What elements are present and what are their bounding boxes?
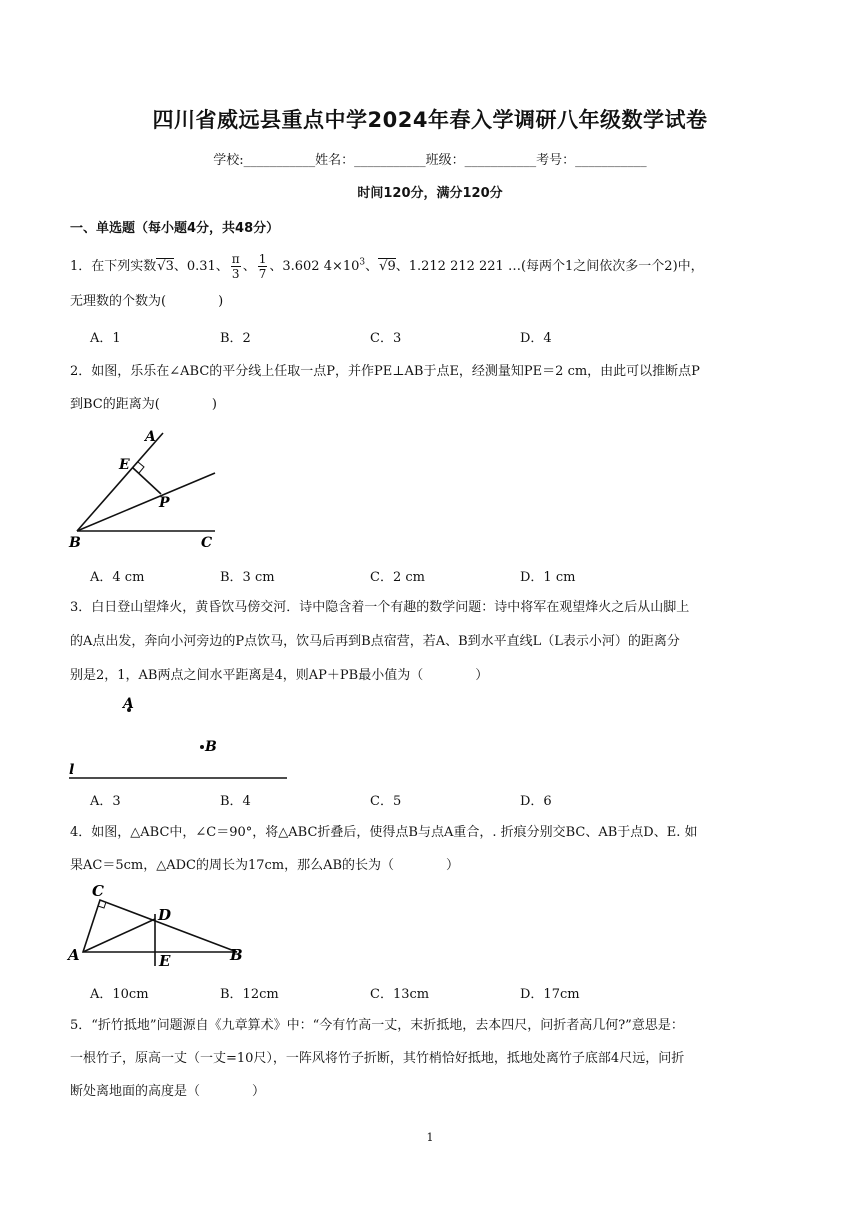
page-number: 1 (426, 1131, 434, 1144)
q5-line3: 断处离地面的高度是（ ） (70, 1084, 266, 1099)
q3-line3: 别是2，1，AB两点之间水平距离是4，则AP＋PB最小值为（ ） (70, 668, 489, 683)
q2-right-angle-mark (138, 462, 144, 473)
q2-label-e: E (119, 457, 130, 473)
q4-option-c: C．13cm (370, 987, 430, 1002)
q1-option-a: A．1 (90, 331, 121, 346)
q2-option-a: A．4 cm (90, 570, 145, 585)
q4-triangle-figure (62, 882, 252, 970)
q1-rest: 、1.212 212 221 …(每两个1之间依次多一个2)中， (395, 259, 704, 274)
q1-option-b: B．2 (220, 331, 251, 346)
page-title: 四川省威远县重点中学2024年春入学调研八年级数学试卷 (152, 108, 708, 132)
q1-sep3: 、3.602 4×10 (269, 259, 360, 274)
q3-label-l: l (69, 762, 75, 778)
q1-line2: 无理数的个数为( ) (70, 294, 224, 309)
student-info-line: 学校:___________姓名：___________班级：___________考号：___________ (213, 153, 647, 168)
q1-prefix: 1．在下列实数 (70, 259, 157, 274)
section-heading: 一、单选题（每小题4分，共48分） (70, 221, 280, 236)
q1-exponent: 3 (359, 257, 366, 268)
q2-ray-ba (77, 433, 163, 531)
q3-option-c: C．5 (370, 794, 402, 809)
q1-sqrt3: √3 (157, 259, 174, 274)
q5-line1: 5．“折竹抵地”问题源自《九章算术》中：“今有竹高一丈，末折抵地，去本四尺，问折者高几何?”意思是： (70, 1018, 684, 1033)
q2-label-p: P (159, 495, 170, 511)
q1-sqrt9: √9 (379, 259, 396, 274)
q4-segment-ad (83, 919, 155, 952)
q4-option-d: D．17cm (520, 987, 580, 1002)
q4-label-a: A (68, 946, 80, 964)
q4-label-d: D (158, 906, 172, 924)
q1-one-seventh (258, 252, 268, 281)
q1-pi-den: 3 (231, 267, 240, 281)
q4-option-b: B．12cm (220, 987, 279, 1002)
q2-option-b: B．3 cm (220, 570, 275, 585)
q1-line1 (70, 252, 800, 281)
q4-label-e: E (159, 952, 171, 970)
q3-option-d: D．6 (520, 794, 552, 809)
q1-sep4: 、 (365, 259, 379, 274)
q1-pi-fraction (231, 252, 241, 281)
q3-point-b (200, 745, 204, 749)
q5-line2: 一根竹子，原高一丈（一丈=10尺），一阵风将竹子折断，其竹梢恰好抵地，抵地处离竹子底部4尺远，问折 (70, 1051, 685, 1066)
q2-option-d: D．1 cm (520, 570, 576, 585)
q2-angle-bisector-figure (65, 425, 225, 550)
q1-option-d: D．4 (520, 331, 552, 346)
q3-river-figure (65, 692, 295, 782)
q2-bisector (77, 473, 215, 531)
q4-line1: 4．如图，△ABC中，∠C＝90°，将△ABC折叠后，使得点B与点A重合，. 折痕分别交BC、AB于点D、E. 如 (70, 825, 698, 840)
q1-sep1: 、0.31、 (173, 259, 229, 274)
q3-label-a: A (123, 696, 134, 712)
q3-option-b: B．4 (220, 794, 251, 809)
q1-frac-num: 1 (258, 252, 267, 266)
q2-option-c: C．2 cm (370, 570, 425, 585)
q3-line2: 的A点出发，奔向小河旁边的P点饮马，饮马后再到B点宿营，若A、B到水平直线L（L表示小河）的距离分 (70, 634, 680, 649)
q4-label-c: C (92, 882, 104, 900)
q3-line1: 3．白日登山望烽火，黄昏饮马傍交河．诗中隐含着一个有趣的数学问题：诗中将军在观望烽火之后从山脚上 (70, 600, 690, 615)
q2-label-b: B (69, 535, 81, 550)
q1-option-c: C．3 (370, 331, 402, 346)
q2-line1: 2．如图，乐乐在∠ABC的平分线上任取一点P，并作PE⊥AB于点E，经测量知PE＝2 cm，由此可以推断点P (70, 364, 700, 379)
q4-label-b: B (230, 946, 243, 964)
q3-option-a: A．3 (90, 794, 121, 809)
time-score-line: 时间120分，满分120分 (357, 186, 503, 201)
q1-frac-den: 7 (258, 267, 267, 281)
q4-option-a: A．10cm (90, 987, 149, 1002)
q4-line2: 果AC＝5cm，△ADC的周长为17cm，那么AB的长为（ ） (70, 858, 460, 873)
q3-label-b: B (205, 739, 217, 755)
q1-pi-num: π (231, 252, 240, 266)
q2-segment-pe (133, 468, 161, 494)
q1-sep2: 、 (242, 259, 256, 274)
q2-line2: 到BC的距离为( ) (70, 397, 217, 412)
q2-label-a: A (145, 429, 156, 445)
q2-label-c: C (201, 535, 213, 550)
